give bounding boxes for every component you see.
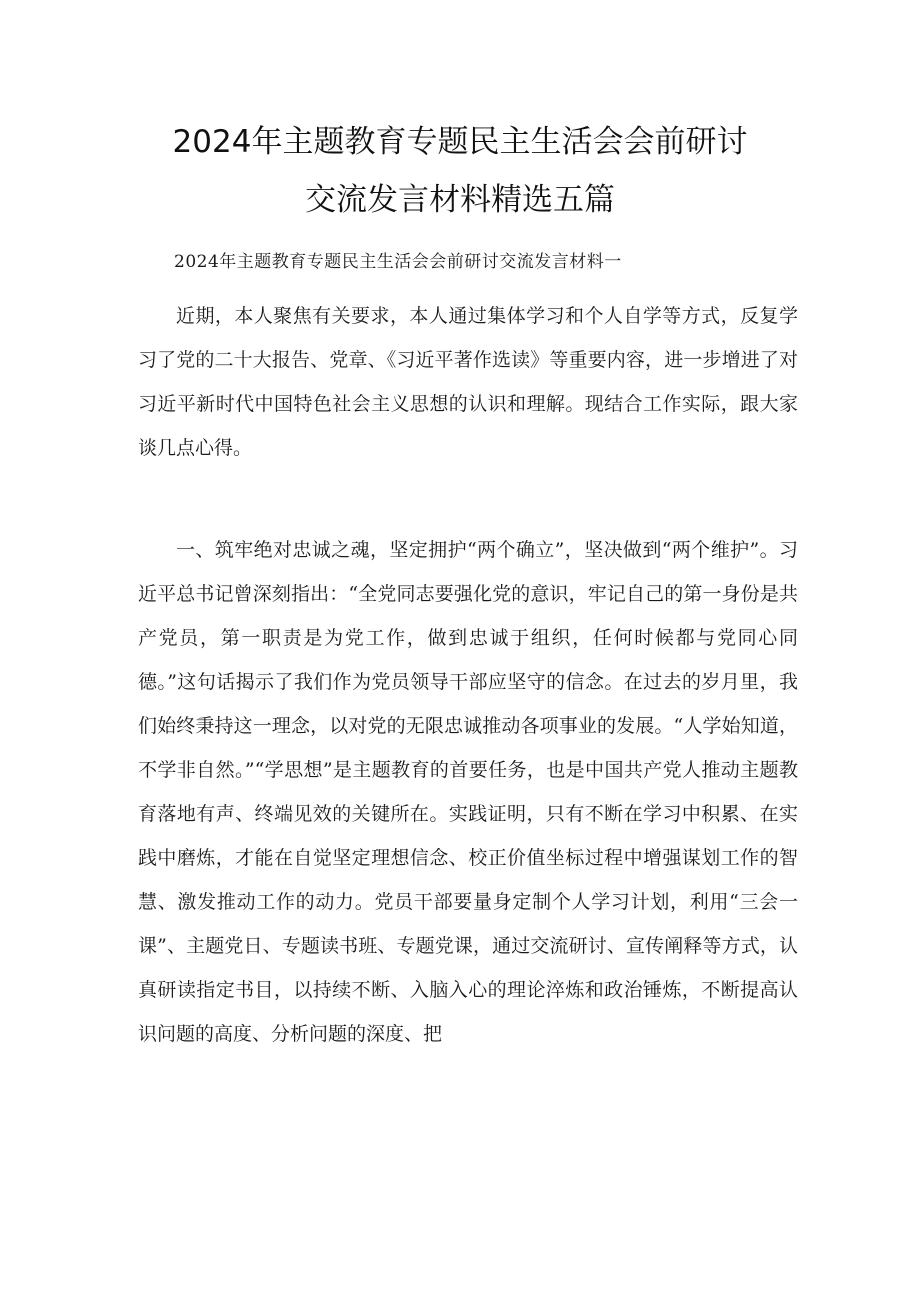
- document-title-line-1: 2024年主题教育专题民主生活会会前研讨: [172, 124, 748, 160]
- paragraph-intro: 近期，本人聚焦有关要求，本人通过集体学习和个人自学等方式，反复学习了党的二十大报告、党章、《习近平著作选读》等重要内容，进一步增进了对习近平新时代中国特色社会主义思想的认识和理解。现结合工作实际，跟大家谈几点心得。: [138, 305, 798, 459]
- paragraph-point-one: 一、筑牢绝对忠诚之魂，坚定拥护“两个确立”，坚决做到“两个维护”。习近平总书记曾深刻指出：“全党同志要强化党的意识，牢记自己的第一身份是共产党员，第一职责是为党工作，做到忠诚于组织，任何时候都与党同心同德。”这句话揭示了我们作为党员领导干部应坚守的信念。在过去的岁月里，我们始终秉持这一理念，以对党的无限忠诚推动各项事业的发展。“人学始知道，不学非自然。”“学思想”是主题教育的首要任务，也是中国共产党人推动主题教育落地有声、终端见效的关键所在。实践证明，只有不断在学习中积累、在实践中磨炼，才能在自觉坚定理想信念、校正价值坐标过程中增强谋划工作的智慧、激发推动工作的动力。党员干部要量身定制个人学习计划，利用“三会一课”、主题党日、专题读书班、专题党课，通过交流研讨、宣传阐释等方式，认真研读指定书目，以持续不断、入脑入心的理论淬炼和政治锤炼，不断提高认识问题的高度、分析问题的深度、把: [138, 539, 798, 1045]
- section-heading: 2024年主题教育专题民主生活会会前研讨交流发言材料一: [174, 252, 622, 272]
- document-title-line-2: 交流发言材料精选五篇: [305, 182, 615, 218]
